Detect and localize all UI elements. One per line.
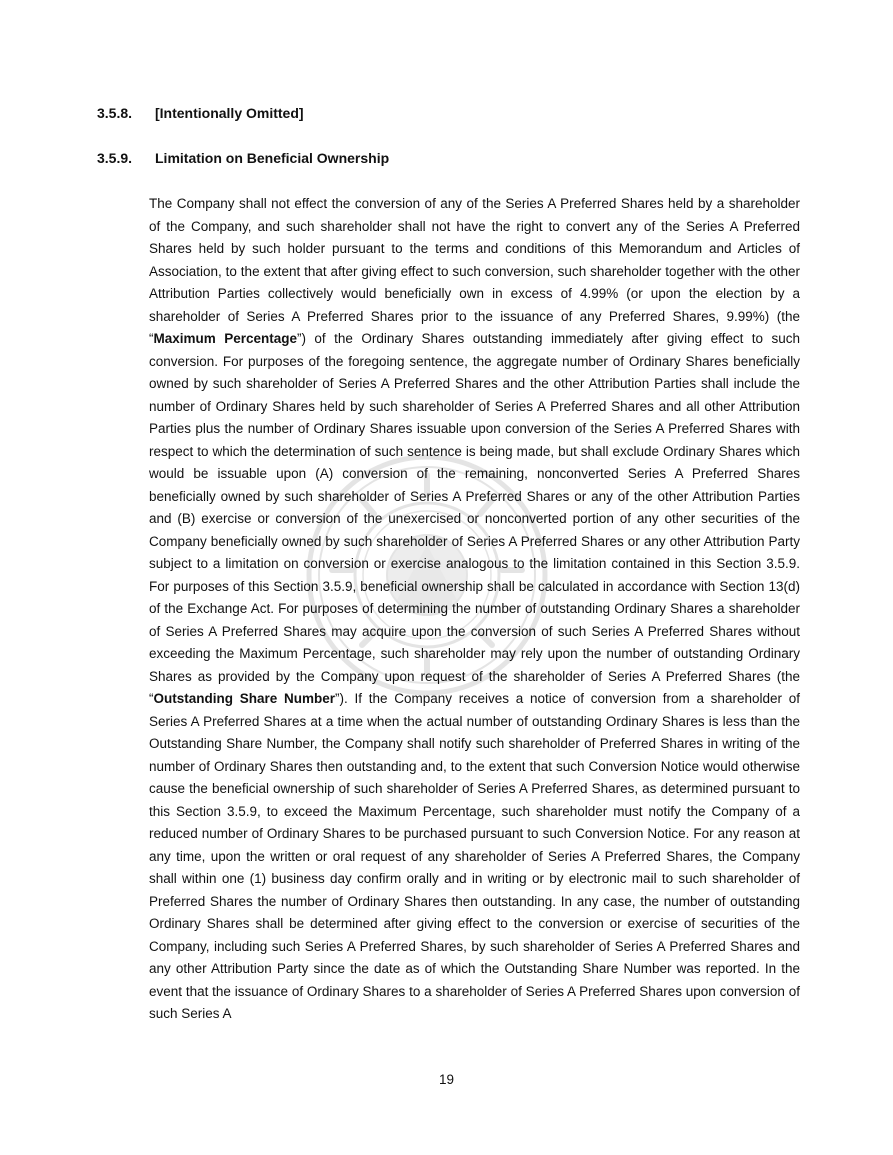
defined-term-outstanding-share-number: Outstanding Share Number — [153, 691, 335, 706]
section-body — [149, 193, 800, 1026]
section-number: 3.5.8. — [97, 105, 133, 121]
body-text-part-1: The Company shall not effect the conversion of any of the Series A Preferred Shares held by a shareholder of the Company, and such shareholder shall not have the right to convert any of the Series A Preferred Shares held by such holder pursuant to the terms and conditions of this Memorandum and Articles of Association, to the extent that after giving effect to such conversion, such shareholder together with the other Attribution Parties collectively would beneficially own in excess of 4.99% (or upon the election by a shareholder of Series A Preferred Shares prior to the issuance of any Preferred Shares, 9.99%) (the “ — [149, 196, 800, 346]
body-text-part-3: ”). If the Company receives a notice of conversion from a shareholder of Series A Preferred Shares at a time when the actual number of outstanding Ordinary Shares is less than the Outstanding Share Number, the Company shall notify such shareholder of Preferred Shares in writing of the number of Ordinary Shares then outstanding and, to the extent that such Conversion Notice would otherwise cause the beneficial ownership of such shareholder of Series A Preferred Shares, as determined pursuant to this Section 3.5.9, to exceed the Maximum Percentage, such shareholder must notify the Company of a reduced number of Ordinary Shares to be purchased pursuant to such Conversion Notice. For any reason at any time, upon the written or oral request of any shareholder of Series A Preferred Shares, the Company shall within one (1) business day confirm orally and in writing or by electronic mail to such shareholder of Preferred Shares the number of Ordinary Shares then outstanding. In any case, the number of outstanding Ordinary Shares shall be determined after giving effect to the conversion or exercise of securities of the Company, including such Series A Preferred Shares, by such shareholder of Series A Preferred Shares and any other Attribution Party since the date as of which the Outstanding Share Number was reported. In the event that the issuance of Ordinary Shares to a shareholder of Series A Preferred Shares upon conversion of such Series A — [149, 691, 800, 1021]
body-text-part-2: ”) of the Ordinary Shares outstanding immediately after giving effect to such conversion. For purposes of the foregoing sentence, the aggregate number of Ordinary Shares beneficially owned by such shareholder of Series A Preferred Shares and the other Attribution Parties shall include the number of Ordinary Shares held by such shareholder of Series A Preferred Shares and all other Attribution Parties plus the number of Ordinary Shares issuable upon conversion of the Series A Preferred Shares with respect to which the determination of such sentence is being made, but shall exclude Ordinary Shares which would be issuable upon (A) conversion of the remaining, nonconverted Series A Preferred Shares beneficially owned by such shareholder of Series A Preferred Shares or any of the other Attribution Parties and (B) exercise or conversion of the unexercised or nonconverted portion of any other securities of the Company beneficially owned by such shareholder of Series A Preferred Shares or any other Attribution Party subject to a limitation on conversion or exercise analogous to the limitation contained in this Section 3.5.9. For purposes of this Section 3.5.9, beneficial ownership shall be calculated in accordance with Section 13(d) of the Exchange Act. For purposes of determining the number of outstanding Ordinary Shares a shareholder of Series A Preferred Shares may acquire upon the conversion of such Series A Preferred Shares without exceeding the Maximum Percentage, such shareholder may rely upon the number of outstanding Ordinary Shares as provided by the Company upon request of the shareholder of Series A Preferred Shares (the “ — [149, 331, 800, 706]
section-title: [Intentionally Omitted] — [155, 105, 304, 121]
defined-term-maximum-percentage: Maximum Percentage — [153, 331, 297, 346]
page-number: 19 — [438, 1072, 455, 1087]
body-paragraph — [149, 193, 800, 1026]
section-number: 3.5.9. — [97, 150, 133, 166]
section-title: Limitation on Beneficial Ownership — [155, 150, 390, 166]
section-heading-3-5-9 — [97, 149, 389, 167]
section-heading-3-5-8 — [97, 104, 304, 122]
